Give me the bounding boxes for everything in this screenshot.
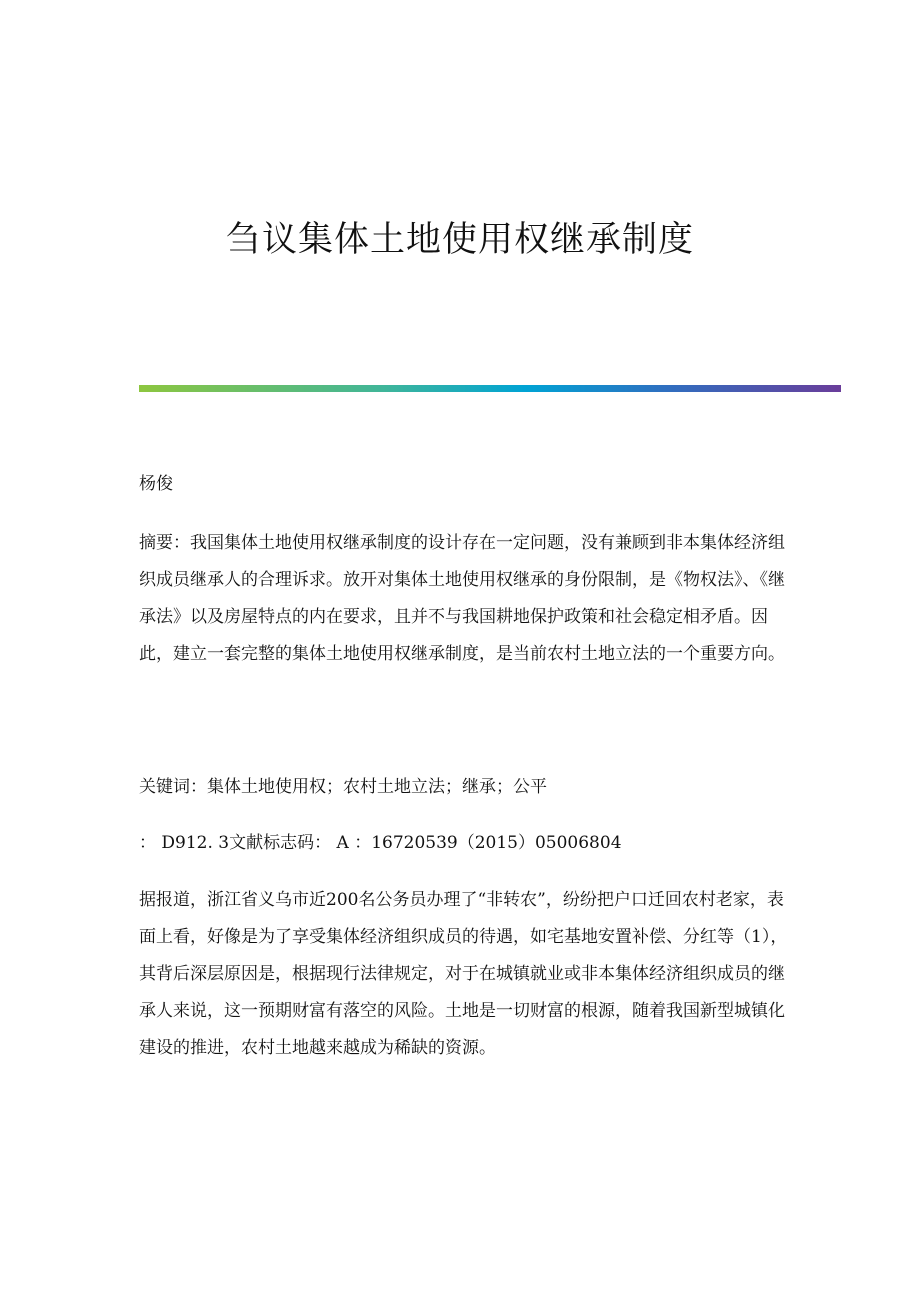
keywords-label: 关键词： [139, 777, 207, 797]
gradient-divider [139, 385, 841, 392]
abstract-paragraph [139, 525, 789, 673]
abstract-text: 我国集体土地使用权继承制度的设计存在一定问题，没有兼顾到非本集体经济组织成员继承人的合理诉求。放开对集体土地使用权继承的身份限制，是《物权法》、《继承法》以及房屋特点的内在要求，且并不与我国耕地保护政策和社会稳定相矛盾。因此，建立一套完整的集体土地使用权继承制度，是当前农村土地立法的一个重要方向。 [139, 533, 785, 664]
classification-line: ： D912. 3文献标志码： A ：16720539（2015）05006804 [139, 833, 622, 853]
body-paragraph: 据报道，浙江省义乌市近200名公务员办理了“非转农”，纷纷把户口迁回农村老家，表面上看，好像是为了享受集体经济组织成员的待遇，如宅基地安置补偿、分红等（1），其背后深层原因是，根据现行法律规定，对于在城镇就业或非本集体经济组织成员的继承人来说，这一预期财富有落空的风险。土地是一切财富的根源，随着我国新型城镇化建设的推进，农村土地越来越成为稀缺的资源。 [139, 890, 788, 1058]
abstract-label: 摘要： [139, 533, 190, 553]
keywords-text: 集体土地使用权；农村土地立法；继承；公平 [207, 777, 547, 797]
keywords-paragraph [139, 773, 789, 801]
author-name: 杨俊 [139, 474, 173, 494]
document-title: 刍议集体土地使用权继承制度 [225, 220, 694, 260]
